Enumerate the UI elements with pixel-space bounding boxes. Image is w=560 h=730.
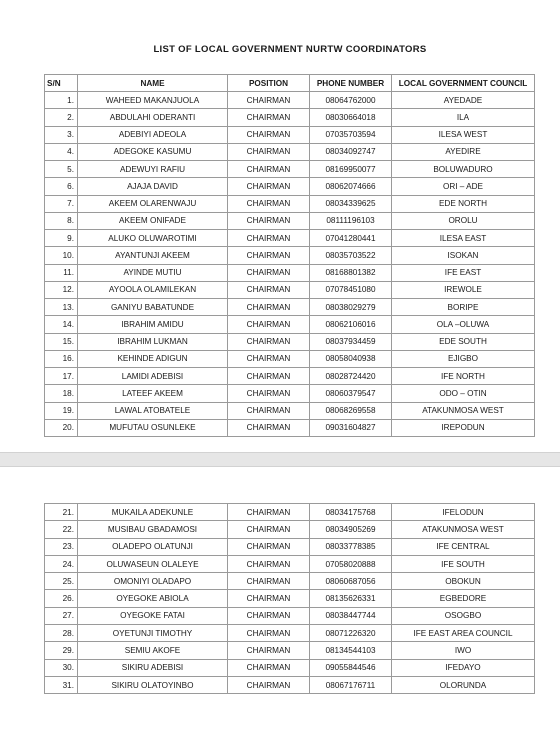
cell-council: EGBEDORE bbox=[392, 590, 535, 607]
cell-name: OLUWASEUN OLALEYE bbox=[78, 555, 228, 572]
cell-position: CHAIRMAN bbox=[228, 625, 310, 642]
cell-phone: 08168801382 bbox=[310, 264, 392, 281]
table-row bbox=[45, 143, 535, 160]
cell-council: ILESA EAST bbox=[392, 230, 535, 247]
cell-sn: 24. bbox=[45, 555, 78, 572]
cell-phone: 08034175768 bbox=[310, 504, 392, 521]
cell-council: OBOKUN bbox=[392, 573, 535, 590]
document-title: LIST OF LOCAL GOVERNMENT NURTW COORDINATORS bbox=[153, 44, 427, 55]
table-row bbox=[45, 247, 535, 264]
table-row bbox=[45, 368, 535, 385]
cell-position: CHAIRMAN bbox=[228, 143, 310, 160]
cell-phone: 08033778385 bbox=[310, 538, 392, 555]
page-break-divider bbox=[0, 452, 560, 467]
cell-position: CHAIRMAN bbox=[228, 555, 310, 572]
cell-position: CHAIRMAN bbox=[228, 642, 310, 659]
cell-name: AYINDE MUTIU bbox=[78, 264, 228, 281]
cell-phone: 08111196103 bbox=[310, 212, 392, 229]
coordinators-table-page-2 bbox=[44, 503, 535, 694]
cell-name: ADEWUYI RAFIU bbox=[78, 161, 228, 178]
cell-name: ABDULAHI ODERANTI bbox=[78, 109, 228, 126]
cell-council: AYEDIRE bbox=[392, 143, 535, 160]
cell-name: ALUKO OLUWAROTIMI bbox=[78, 230, 228, 247]
cell-name: OLADEPO OLATUNJI bbox=[78, 538, 228, 555]
cell-position: CHAIRMAN bbox=[228, 368, 310, 385]
cell-name: WAHEED MAKANJUOLA bbox=[78, 92, 228, 109]
cell-sn: 8. bbox=[45, 212, 78, 229]
cell-council: IFE SOUTH bbox=[392, 555, 535, 572]
cell-position: CHAIRMAN bbox=[228, 195, 310, 212]
cell-name: ADEBIYI ADEOLA bbox=[78, 126, 228, 143]
cell-name: LAMIDI ADEBISI bbox=[78, 368, 228, 385]
cell-council: ORI – ADE bbox=[392, 178, 535, 195]
table-row bbox=[45, 659, 535, 676]
table-row bbox=[45, 264, 535, 281]
cell-council: ISOKAN bbox=[392, 247, 535, 264]
cell-sn: 23. bbox=[45, 538, 78, 555]
table-row bbox=[45, 504, 535, 521]
cell-phone: 08034092747 bbox=[310, 143, 392, 160]
cell-phone: 08060687056 bbox=[310, 573, 392, 590]
cell-sn: 20. bbox=[45, 419, 78, 436]
cell-name: LATEEF AKEEM bbox=[78, 385, 228, 402]
cell-phone: 08064762000 bbox=[310, 92, 392, 109]
cell-council: ATAKUNMOSA WEST bbox=[392, 402, 535, 419]
table-body-page-1 bbox=[45, 92, 535, 437]
cell-council: ATAKUNMOSA WEST bbox=[392, 521, 535, 538]
table-row bbox=[45, 625, 535, 642]
cell-council: ODO – OTIN bbox=[392, 385, 535, 402]
table-row bbox=[45, 195, 535, 212]
cell-council: ILESA WEST bbox=[392, 126, 535, 143]
cell-phone: 07078451080 bbox=[310, 281, 392, 298]
cell-phone: 07035703594 bbox=[310, 126, 392, 143]
cell-phone: 08034339625 bbox=[310, 195, 392, 212]
cell-council: IFE CENTRAL bbox=[392, 538, 535, 555]
cell-phone: 07041280441 bbox=[310, 230, 392, 247]
table-row bbox=[45, 521, 535, 538]
cell-council: IWO bbox=[392, 642, 535, 659]
table-row bbox=[45, 350, 535, 367]
cell-name: AYOOLA OLAMILEKAN bbox=[78, 281, 228, 298]
table-row bbox=[45, 402, 535, 419]
cell-position: CHAIRMAN bbox=[228, 538, 310, 555]
cell-sn: 16. bbox=[45, 350, 78, 367]
cell-name: SIKIRU OLATOYINBO bbox=[78, 676, 228, 693]
cell-council: BORIPE bbox=[392, 299, 535, 316]
cell-phone: 08035703522 bbox=[310, 247, 392, 264]
cell-name: AYANTUNJI AKEEM bbox=[78, 247, 228, 264]
cell-sn: 25. bbox=[45, 573, 78, 590]
cell-sn: 1. bbox=[45, 92, 78, 109]
cell-name: SEMIU AKOFE bbox=[78, 642, 228, 659]
header-name: NAME bbox=[78, 75, 228, 92]
table-row bbox=[45, 316, 535, 333]
cell-name: MUFUTAU OSUNLEKE bbox=[78, 419, 228, 436]
cell-position: CHAIRMAN bbox=[228, 126, 310, 143]
cell-name: AJAJA DAVID bbox=[78, 178, 228, 195]
cell-sn: 28. bbox=[45, 625, 78, 642]
cell-position: CHAIRMAN bbox=[228, 212, 310, 229]
cell-council: IFE EAST bbox=[392, 264, 535, 281]
cell-sn: 15. bbox=[45, 333, 78, 350]
table-row bbox=[45, 126, 535, 143]
cell-name: LAWAL ATOBATELE bbox=[78, 402, 228, 419]
cell-sn: 13. bbox=[45, 299, 78, 316]
cell-position: CHAIRMAN bbox=[228, 178, 310, 195]
cell-council: IREWOLE bbox=[392, 281, 535, 298]
cell-position: CHAIRMAN bbox=[228, 659, 310, 676]
cell-sn: 19. bbox=[45, 402, 78, 419]
cell-sn: 9. bbox=[45, 230, 78, 247]
cell-council: EDE NORTH bbox=[392, 195, 535, 212]
cell-name: GANIYU BABATUNDE bbox=[78, 299, 228, 316]
cell-phone: 08060379547 bbox=[310, 385, 392, 402]
cell-position: CHAIRMAN bbox=[228, 109, 310, 126]
cell-council: IFEDAYO bbox=[392, 659, 535, 676]
cell-council: OLA –OLUWA bbox=[392, 316, 535, 333]
cell-phone: 08038447744 bbox=[310, 607, 392, 624]
cell-sn: 3. bbox=[45, 126, 78, 143]
cell-phone: 08058040938 bbox=[310, 350, 392, 367]
cell-position: CHAIRMAN bbox=[228, 264, 310, 281]
coordinators-table-page-1 bbox=[44, 74, 535, 437]
cell-position: CHAIRMAN bbox=[228, 299, 310, 316]
cell-phone: 07058020888 bbox=[310, 555, 392, 572]
cell-position: CHAIRMAN bbox=[228, 247, 310, 264]
table-header-row bbox=[45, 75, 535, 92]
cell-phone: 08038029279 bbox=[310, 299, 392, 316]
cell-council: ILA bbox=[392, 109, 535, 126]
cell-position: CHAIRMAN bbox=[228, 92, 310, 109]
cell-name: IBRAHIM AMIDU bbox=[78, 316, 228, 333]
cell-sn: 31. bbox=[45, 676, 78, 693]
cell-phone: 08134544103 bbox=[310, 642, 392, 659]
cell-position: CHAIRMAN bbox=[228, 333, 310, 350]
header-sn: S/N bbox=[45, 75, 78, 92]
header-council: LOCAL GOVERNMENT COUNCIL bbox=[392, 75, 535, 92]
cell-name: ADEGOKE KASUMU bbox=[78, 143, 228, 160]
table-row bbox=[45, 333, 535, 350]
table-row bbox=[45, 573, 535, 590]
cell-council: IFE EAST AREA COUNCIL bbox=[392, 625, 535, 642]
cell-name: OYEGOKE FATAI bbox=[78, 607, 228, 624]
table-row bbox=[45, 538, 535, 555]
table-row bbox=[45, 281, 535, 298]
cell-council: OROLU bbox=[392, 212, 535, 229]
cell-phone: 08067176711 bbox=[310, 676, 392, 693]
cell-name: AKEEM ONIFADE bbox=[78, 212, 228, 229]
cell-name: IBRAHIM LUKMAN bbox=[78, 333, 228, 350]
cell-sn: 14. bbox=[45, 316, 78, 333]
table-row bbox=[45, 161, 535, 178]
cell-sn: 18. bbox=[45, 385, 78, 402]
cell-phone: 08169950077 bbox=[310, 161, 392, 178]
cell-name: OMONIYI OLADAPO bbox=[78, 573, 228, 590]
cell-sn: 6. bbox=[45, 178, 78, 195]
cell-position: CHAIRMAN bbox=[228, 419, 310, 436]
cell-name: MUKAILA ADEKUNLE bbox=[78, 504, 228, 521]
table-body-page-2 bbox=[45, 504, 535, 694]
cell-phone: 09031604827 bbox=[310, 419, 392, 436]
cell-position: CHAIRMAN bbox=[228, 521, 310, 538]
cell-position: CHAIRMAN bbox=[228, 607, 310, 624]
cell-phone: 08071226320 bbox=[310, 625, 392, 642]
table-row bbox=[45, 555, 535, 572]
cell-sn: 27. bbox=[45, 607, 78, 624]
cell-sn: 7. bbox=[45, 195, 78, 212]
table-row bbox=[45, 590, 535, 607]
cell-name: MUSIBAU GBADAMOSI bbox=[78, 521, 228, 538]
cell-phone: 08135626331 bbox=[310, 590, 392, 607]
cell-name: OYEGOKE ABIOLA bbox=[78, 590, 228, 607]
cell-council: IFELODUN bbox=[392, 504, 535, 521]
cell-position: CHAIRMAN bbox=[228, 590, 310, 607]
cell-council: BOLUWADURO bbox=[392, 161, 535, 178]
cell-council: IREPODUN bbox=[392, 419, 535, 436]
table-row bbox=[45, 178, 535, 195]
cell-council: IFE NORTH bbox=[392, 368, 535, 385]
cell-sn: 30. bbox=[45, 659, 78, 676]
cell-phone: 08030664018 bbox=[310, 109, 392, 126]
table-row bbox=[45, 419, 535, 436]
table-row bbox=[45, 607, 535, 624]
cell-sn: 21. bbox=[45, 504, 78, 521]
cell-position: CHAIRMAN bbox=[228, 385, 310, 402]
cell-council: AYEDADE bbox=[392, 92, 535, 109]
cell-position: CHAIRMAN bbox=[228, 573, 310, 590]
table-row bbox=[45, 676, 535, 693]
cell-sn: 10. bbox=[45, 247, 78, 264]
header-phone: PHONE NUMBER bbox=[310, 75, 392, 92]
cell-phone: 08034905269 bbox=[310, 521, 392, 538]
table-row bbox=[45, 385, 535, 402]
cell-sn: 22. bbox=[45, 521, 78, 538]
cell-sn: 29. bbox=[45, 642, 78, 659]
cell-position: CHAIRMAN bbox=[228, 504, 310, 521]
cell-position: CHAIRMAN bbox=[228, 161, 310, 178]
table-row bbox=[45, 299, 535, 316]
header-position: POSITION bbox=[228, 75, 310, 92]
cell-phone: 08062074666 bbox=[310, 178, 392, 195]
table-row bbox=[45, 642, 535, 659]
cell-phone: 08037934459 bbox=[310, 333, 392, 350]
cell-phone: 08062106016 bbox=[310, 316, 392, 333]
cell-name: AKEEM OLARENWAJU bbox=[78, 195, 228, 212]
cell-phone: 09055844546 bbox=[310, 659, 392, 676]
cell-sn: 2. bbox=[45, 109, 78, 126]
cell-position: CHAIRMAN bbox=[228, 402, 310, 419]
cell-name: SIKIRU ADEBISI bbox=[78, 659, 228, 676]
cell-position: CHAIRMAN bbox=[228, 230, 310, 247]
cell-sn: 26. bbox=[45, 590, 78, 607]
cell-sn: 12. bbox=[45, 281, 78, 298]
cell-sn: 5. bbox=[45, 161, 78, 178]
cell-council: OSOGBO bbox=[392, 607, 535, 624]
table-row bbox=[45, 92, 535, 109]
cell-position: CHAIRMAN bbox=[228, 281, 310, 298]
cell-sn: 17. bbox=[45, 368, 78, 385]
cell-sn: 4. bbox=[45, 143, 78, 160]
cell-name: OYETUNJI TIMOTHY bbox=[78, 625, 228, 642]
table-row bbox=[45, 109, 535, 126]
cell-phone: 08068269558 bbox=[310, 402, 392, 419]
cell-position: CHAIRMAN bbox=[228, 316, 310, 333]
cell-council: OLORUNDA bbox=[392, 676, 535, 693]
table-row bbox=[45, 212, 535, 229]
table-row bbox=[45, 230, 535, 247]
cell-phone: 08028724420 bbox=[310, 368, 392, 385]
cell-council: EJIGBO bbox=[392, 350, 535, 367]
cell-name: KEHINDE ADIGUN bbox=[78, 350, 228, 367]
cell-sn: 11. bbox=[45, 264, 78, 281]
cell-position: CHAIRMAN bbox=[228, 350, 310, 367]
cell-position: CHAIRMAN bbox=[228, 676, 310, 693]
cell-council: EDE SOUTH bbox=[392, 333, 535, 350]
